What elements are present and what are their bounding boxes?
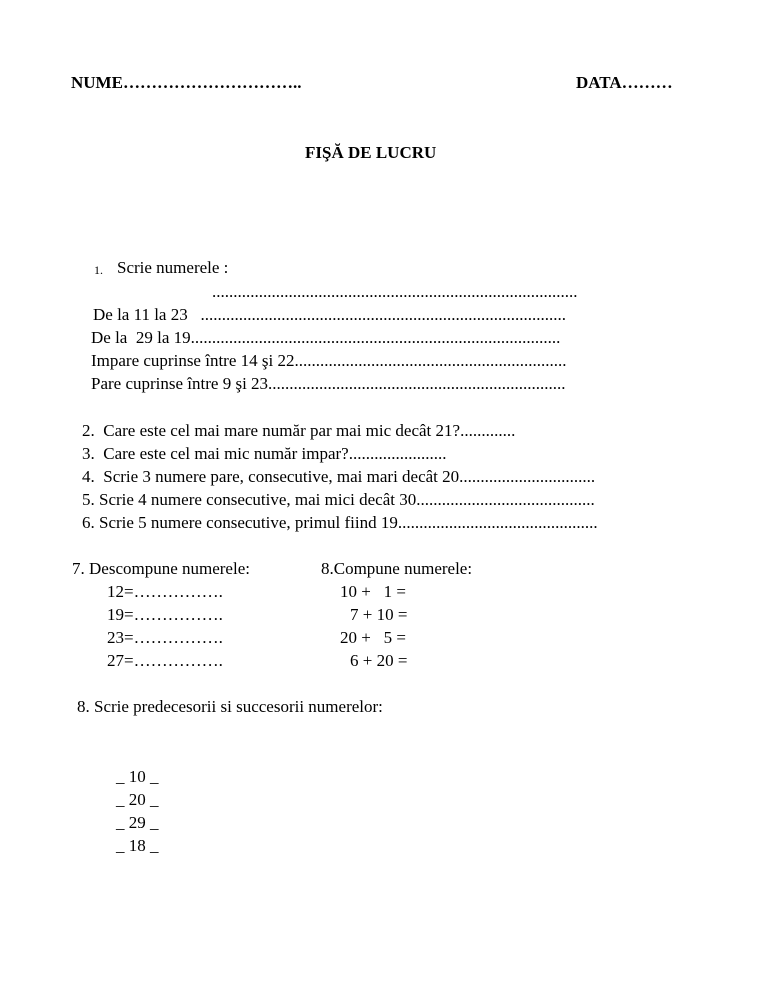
decompose-item: 12=……………. xyxy=(107,582,223,601)
predecessor-item: _ 20 _ xyxy=(116,790,159,809)
predecessor-title: 8. Scrie predecesorii si succesorii numerelor: xyxy=(77,697,383,716)
predecessor-item: _ 29 _ xyxy=(116,813,159,832)
question-item: 2. Care este cel mai mare număr par mai mic decât 21?............. xyxy=(82,421,516,440)
exercise7-title: 7. Descompune numerele: xyxy=(72,559,250,578)
compose-item: 10 + 1 = xyxy=(340,582,406,601)
question-item: 4. Scrie 3 numere pare, consecutive, mai mari decât 20................................ xyxy=(82,467,596,486)
predecessor-item: _ 10 _ xyxy=(116,767,159,786)
question-item: 3. Care este cel mai mic număr impar?....................... xyxy=(82,444,447,463)
question-item: 5. Scrie 4 numere consecutive, mai mici decât 30.......................................... xyxy=(82,490,595,509)
exercise1-line: Pare cuprinse între 9 şi 23...................................................................... xyxy=(91,374,566,393)
exercise1-line: De la 11 la 23 ...................................................................................... xyxy=(93,305,566,324)
exercise1-line: Impare cuprinse între 14 şi 22................................................................ xyxy=(91,351,567,370)
date-field: DATA……… xyxy=(576,73,673,92)
decompose-item: 19=……………. xyxy=(107,605,223,624)
question-item: 6. Scrie 5 numere consecutive, primul fiind 19............................................... xyxy=(82,513,598,532)
predecessor-item: _ 18 _ xyxy=(116,836,159,855)
compose-item: 6 + 20 = xyxy=(350,651,408,670)
compose-item: 7 + 10 = xyxy=(350,605,408,624)
page-title: FIŞĂ DE LUCRU xyxy=(305,143,437,162)
name-field: NUME………………………….. xyxy=(71,73,302,92)
decompose-item: 23=……………. xyxy=(107,628,223,647)
exercise1-number: 1. xyxy=(94,263,103,277)
exercise1-title: Scrie numerele : xyxy=(117,258,229,277)
compose-title: 8.Compune numerele: xyxy=(321,559,473,578)
compose-item: 20 + 5 = xyxy=(340,628,406,647)
exercise1-blank-line: ...................................................................................... xyxy=(212,282,578,301)
exercise1-line: De la 29 la 19....................................................................................... xyxy=(91,328,561,347)
decompose-item: 27=……………. xyxy=(107,651,223,670)
